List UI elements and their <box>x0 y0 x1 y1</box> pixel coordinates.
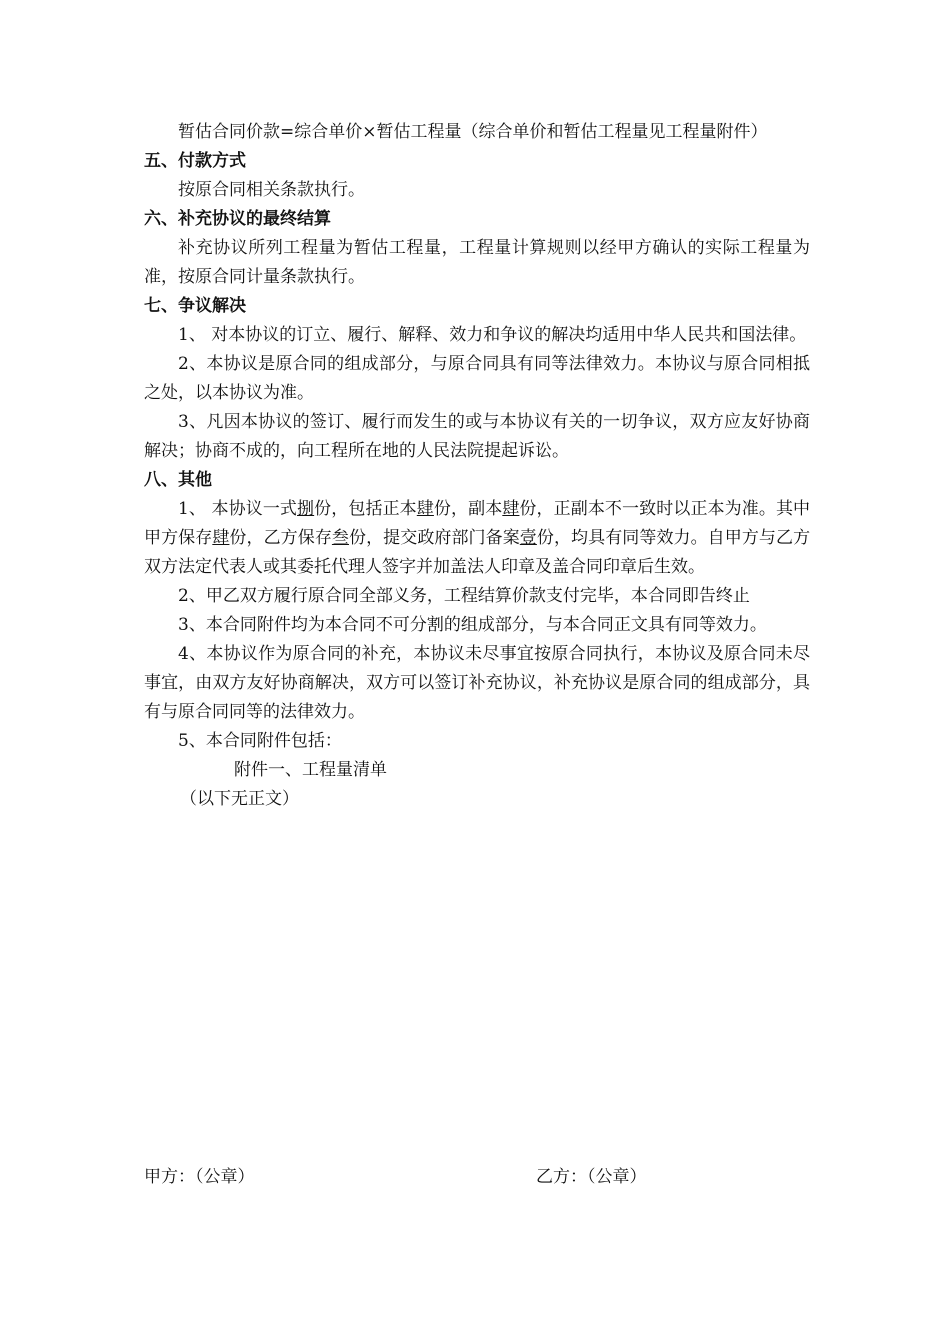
copies-original: 肆 <box>416 499 434 519</box>
dispute-paragraph-2: 2、本协议是原合同的组成部分，与原合同具有同等法律效力。本协议与原合同相抵之处，以本协议为准。 <box>144 354 810 403</box>
payment-paragraph: 按原合同相关条款执行。 <box>178 180 365 200</box>
copies-text-2: 份，包括正本 <box>314 499 417 519</box>
copies-text-3: 份，副本 <box>433 499 503 519</box>
dispute-paragraph-1: 1、 对本协议的订立、履行、解释、效力和争议的解决均适用中华人民共和国法律。 <box>178 325 807 345</box>
section-settlement-heading: 六、补充协议的最终结算 <box>144 209 331 229</box>
copies-text-5: 份，乙方保存 <box>229 528 332 548</box>
attachment-item-1: 附件一、工程量清单 <box>234 760 387 780</box>
section-other-heading: 八、其他 <box>144 470 212 490</box>
other-paragraph-3: 3、本合同附件均为本合同不可分割的组成部分，与本合同正文具有同等效力。 <box>178 615 767 635</box>
end-of-text-note: （以下无正文） <box>180 789 299 809</box>
copies-duplicate: 肆 <box>502 499 520 519</box>
copies-text-4: 份，正副本不一致时以正本为准。其中甲方保存 <box>144 499 811 548</box>
price-formula-paragraph: 暂估合同价款=综合单价×暂估工程量（综合单价和暂估工程量见工程量附件） <box>178 122 768 142</box>
other-paragraph-1 <box>144 495 810 582</box>
copies-party-a: 肆 <box>212 528 230 548</box>
other-paragraph-4: 4、本协议作为原合同的补充，本协议未尽事宜按原合同执行，本协议及原合同未尽事宜，由双方友好协商解决，双方可以签订补充协议，补充协议是原合同的组成部分，具有与原合同同等的法律效力。 <box>144 644 810 722</box>
copies-text-1: 1、 本协议一式 <box>178 499 298 519</box>
other-paragraph-5: 5、本合同附件包括： <box>178 731 342 751</box>
dispute-paragraph-3: 3、凡因本协议的签订、履行而发生的或与本协议有关的一切争议，双方应友好协商解决；协商不成的，向工程所在地的人民法院提起诉讼。 <box>144 412 810 461</box>
party-b-seal: 乙方：（公章） <box>536 1167 647 1187</box>
section-dispute-heading: 七、争议解决 <box>144 296 246 316</box>
settlement-paragraph: 补充协议所列工程量为暂估工程量，工程量计算规则以经甲方确认的实际工程量为准，按原合同计量条款执行。 <box>144 238 810 287</box>
party-a-seal: 甲方：（公章） <box>144 1167 255 1187</box>
other-paragraph-2: 2、甲乙双方履行原合同全部义务，工程结算价款支付完毕，本合同即告终止 <box>178 586 750 606</box>
copies-text-6: 份，提交政府部门备案 <box>349 528 520 548</box>
copies-total: 捌 <box>297 499 315 519</box>
copies-party-b: 叁 <box>331 528 349 548</box>
copies-text-7: 份，均具有同等效力。自甲方与乙方双方法定代表人或其委托代理人签字并加盖法人印章及盖合同印章后生效。 <box>144 528 811 577</box>
copies-filing: 壹 <box>519 528 537 548</box>
document-body <box>144 118 810 814</box>
section-payment-heading: 五、付款方式 <box>144 151 246 171</box>
